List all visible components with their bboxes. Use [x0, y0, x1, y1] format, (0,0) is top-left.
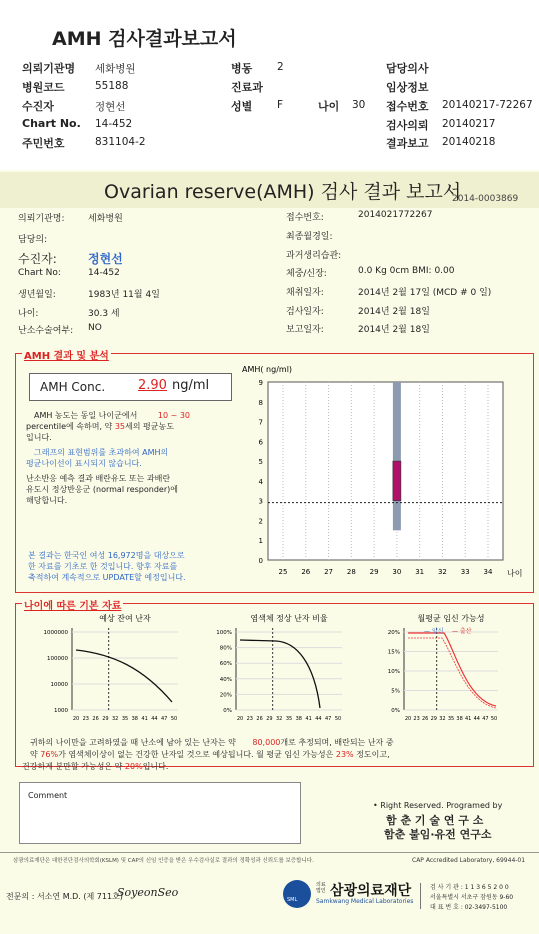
amh-range-bar	[393, 382, 401, 530]
mini-chart-title: 예상 잔여 난자	[99, 614, 151, 623]
mini-x-tick: 41	[465, 716, 472, 722]
amh-range-chart	[238, 360, 528, 585]
info-value: 0.0 Kg 0cm BMI: 0.00	[358, 266, 455, 276]
mini-y-tick: 100%	[216, 630, 232, 636]
amh-percentile-box	[393, 461, 401, 501]
amh-y-tick: 0	[258, 557, 263, 565]
mini-x-tick: 20	[236, 716, 244, 722]
info-label: 수진자:	[18, 252, 57, 266]
header-value: 831104-2	[95, 136, 146, 148]
amh-x-tick: 28	[346, 568, 356, 576]
basic-summary-line2: 약 76%가 염색체이상이 없는 건강한 난자일 것으로 예상됩니다. 월 평균 임신 가능성은 23% 정도이고,	[30, 750, 390, 759]
institution-address: 서울특별시 서초구 잠원동 9-60	[430, 894, 514, 901]
amh-ylabel: AMH( ng/ml)	[242, 365, 293, 374]
mini-x-tick: 41	[141, 716, 148, 722]
info-value: 30.3 세	[88, 309, 120, 319]
header-value: 30	[352, 99, 366, 111]
foundation-name: 삼광의료재단	[330, 883, 412, 899]
mini-x-tick: 47	[325, 716, 332, 722]
info-value: 2014021772267	[358, 210, 433, 220]
amh-conc-unit: ng/ml	[172, 378, 210, 393]
mini-y-tick: 0%	[391, 708, 400, 714]
mini-x-tick: 23	[246, 716, 253, 722]
mini-x-tick: 29	[102, 716, 109, 722]
header-value: 14-452	[95, 118, 133, 130]
summary-header	[0, 0, 539, 170]
amh-y-tick: 2	[258, 517, 263, 526]
header-value: 세화병원	[95, 63, 136, 75]
samkwang-logo-icon: SML	[283, 880, 311, 908]
amh-y-tick: 6	[258, 438, 263, 447]
amh-x-tick: 30	[392, 568, 402, 576]
header-value: 55188	[95, 80, 129, 92]
info-value: 1983년 11월 4일	[88, 290, 160, 300]
institution-phone: 대 표 번 호 : 02-3497-5100	[430, 904, 508, 911]
amh-para2-line3: 해당합니다.	[26, 496, 68, 505]
info-value: 14-452	[88, 268, 120, 278]
mini-x-tick: 29	[266, 716, 273, 722]
comment-box	[19, 782, 301, 844]
mini-x-tick: 44	[151, 716, 158, 722]
amh-y-tick: 5	[258, 458, 263, 467]
header-label: 병원코드	[22, 81, 65, 94]
basic-summary-line3: 건강하게 분만할 가능성은 약 20%입니다.	[22, 762, 169, 771]
info-label: 보고일자:	[286, 325, 324, 335]
org-name-2: 함춘 불임·유전 연구소	[384, 828, 492, 841]
info-value: 2014년 2월 18일	[358, 307, 430, 317]
rights-text: • Right Reserved. Programed by	[373, 801, 503, 810]
header-value: 20140217-72267	[442, 99, 533, 111]
mini-x-tick: 38	[295, 716, 302, 722]
mini-x-tick: 44	[315, 716, 322, 722]
mini-x-tick: 23	[413, 716, 420, 722]
info-label: 채취일자:	[286, 288, 324, 298]
amh-x-tick: 31	[415, 568, 425, 576]
header-value: 정현선	[95, 101, 126, 113]
info-label: 최종월경일:	[286, 232, 333, 242]
mini-x-tick: 41	[305, 716, 312, 722]
header-label: Chart No.	[22, 117, 81, 130]
mini-y-tick: 20%	[219, 692, 232, 699]
mini-y-tick: 10000	[50, 682, 68, 688]
certification-text: 삼광의료재단은 대한진단검사의학회(KSLM) 및 CAP의 신임 인증을 받은 우수검사실로 결과의 정확성과 신뢰도를 보증합니다.	[13, 858, 314, 864]
header-value: 20140218	[442, 136, 496, 148]
mini-chart-title: 월평균 임신 가능성	[417, 614, 485, 623]
amh-section-title: AMH 결과 및 분석	[22, 347, 111, 362]
amh-conc-value: 2.90	[138, 378, 167, 393]
mini-y-tick: 10%	[387, 669, 400, 675]
mini-x-tick: 47	[161, 716, 168, 722]
amh-note-line1: 본 결과는 한국인 여성 16,972명을 대상으로	[28, 551, 185, 560]
mini-x-tick: 47	[482, 716, 489, 722]
amh-para1-line1: AMH 농도는 동일 나이군에서 10 ~ 30	[34, 411, 191, 420]
amh-y-tick: 4	[258, 477, 263, 486]
footer-separator	[420, 883, 421, 909]
amh-plot-frame	[268, 382, 503, 560]
header-value: F	[277, 99, 284, 111]
header-value: 2	[277, 61, 284, 73]
info-value: 2014년 2월 17일 (MCD # 0 일)	[358, 288, 492, 298]
mini-x-tick: 35	[121, 716, 129, 722]
summary-title: AMH 검사결과보고서	[52, 28, 237, 50]
report-title: Ovarian reserve(AMH) 검사 결과 보고서	[104, 181, 462, 203]
mini-x-tick: 20	[404, 716, 412, 722]
header-label: 진료과	[231, 81, 263, 94]
mini-y-tick: 60%	[219, 661, 232, 668]
mini-x-tick: 26	[422, 716, 429, 722]
amh-x-tick: 33	[460, 568, 470, 576]
amh-xlabel: 나이	[507, 569, 523, 578]
report-title-bar	[0, 172, 539, 208]
normal-ratio-curve	[240, 640, 320, 708]
mini-x-tick: 38	[456, 716, 463, 722]
amh-note-line3: 축적하여 계속적으로 UPDATE할 예정입니다.	[28, 573, 186, 582]
mini-y-tick: 1000000	[43, 630, 68, 636]
mini-y-tick: 0%	[223, 708, 232, 714]
mini-x-tick: 26	[256, 716, 263, 722]
amh-x-tick: 26	[301, 568, 311, 576]
mini-x-tick: 50	[334, 716, 342, 722]
mini-x-tick: 32	[439, 716, 446, 722]
mini-x-tick: 50	[490, 716, 498, 722]
mini-x-tick: 20	[72, 716, 80, 722]
info-label: 접수번호:	[286, 213, 324, 223]
mini-x-tick: 32	[112, 716, 119, 722]
mini-x-tick: 44	[473, 716, 480, 722]
mini-y-tick: 40%	[219, 676, 232, 683]
mini-x-tick: 50	[170, 716, 178, 722]
mini-x-tick: 23	[82, 716, 89, 722]
info-label: 나이:	[18, 309, 39, 319]
info-label: 담당의:	[18, 235, 48, 245]
mini-y-tick: 1000	[54, 708, 68, 714]
header-label: 수진자	[22, 100, 54, 113]
legend-pregnancy: — 임신	[424, 628, 444, 635]
header-label: 접수번호	[386, 100, 429, 113]
foundation-type: 의료법인	[316, 882, 326, 894]
header-label: 병동	[231, 62, 253, 75]
org-name-1: 함 춘 기 술 연 구 소	[386, 814, 484, 827]
amh-blue-line1: 그래프의 표현범위를 초과하여 AMH의	[34, 448, 169, 457]
info-value: 2014년 2월 18일	[358, 325, 430, 335]
amh-para1-line3: 입니다.	[26, 433, 52, 442]
footer-divider	[0, 852, 539, 853]
header-label: 성별	[231, 100, 253, 113]
amh-conc-box	[29, 373, 232, 401]
header-label: 검사의뢰	[386, 119, 429, 132]
mini-y-tick: 20%	[387, 630, 400, 636]
amh-y-tick: 8	[258, 398, 263, 407]
cap-text: CAP Accredited Laboratory, 69944-01	[412, 857, 526, 864]
mini-y-tick: 5%	[391, 688, 400, 695]
header-label: 나이	[318, 100, 340, 113]
amh-para1-line2: percentile에 속하며, 약 35세의 평균농도	[26, 422, 174, 431]
doctor-name: 전문의 : 서소연 M.D. (제 711호)	[6, 892, 123, 901]
mini-y-tick: 15%	[387, 649, 400, 656]
info-label: 과거생리습관:	[286, 251, 342, 261]
header-label: 의뢰기관명	[22, 62, 76, 75]
info-label: 검사일자:	[286, 307, 324, 317]
info-value: 세화병원	[88, 214, 123, 224]
pregnancy-curve	[408, 633, 496, 706]
amh-conc-label: AMH Conc.	[40, 380, 106, 394]
header-value: 20140217	[442, 118, 496, 130]
mini-y-tick: 100000	[47, 656, 68, 662]
header-label: 결과보고	[386, 137, 429, 150]
amh-y-tick: 9	[258, 379, 263, 387]
amh-x-tick: 34	[483, 568, 493, 576]
mini-x-tick: 32	[276, 716, 283, 722]
amh-y-tick: 7	[258, 418, 263, 427]
amh-y-tick: 1	[258, 537, 263, 546]
header-label: 담당의사	[386, 62, 429, 75]
info-label: 난소수술여부:	[18, 326, 74, 336]
amh-y-tick: 3	[258, 497, 263, 506]
info-value: 정현선	[88, 252, 123, 266]
basic-section-title: 나이에 따른 기본 자료	[22, 597, 123, 612]
remaining-eggs-chart	[28, 612, 188, 727]
mini-y-tick: 80%	[219, 645, 232, 652]
amh-note-line2: 한 자료를 기초로 한 것입니다. 향후 자료를	[28, 562, 178, 571]
info-value: NO	[88, 323, 102, 333]
amh-blue-line2: 평균나이선이 표시되지 않습니다.	[26, 459, 142, 468]
amh-x-tick: 29	[369, 568, 379, 576]
amh-x-tick: 32	[437, 568, 447, 576]
comment-label: Comment	[28, 791, 68, 800]
institution-code: 검 사 기 관 : 1 1 3 6 5 2 0 0	[430, 884, 509, 891]
amh-x-tick: 25	[278, 568, 288, 576]
amh-para2-line2: 유도시 정상반응군 (normal responder)에	[26, 485, 178, 494]
info-label: 체중/신장:	[286, 269, 327, 279]
header-label: 임상정보	[386, 81, 429, 94]
header-label: 주민번호	[22, 137, 65, 150]
mini-x-tick: 38	[131, 716, 138, 722]
amh-x-tick: 27	[324, 568, 334, 576]
basic-summary-line1: 귀하의 나이만을 고려하였을 때 난소에 남아 있는 난자는 약 80,000개로 추정되며, 배란되는 난자 중	[30, 738, 394, 747]
mini-x-tick: 35	[285, 716, 293, 722]
amh-para2-line1: 난소반응 예측 결과 배란유도 또는 과배란	[26, 474, 171, 483]
normal-egg-ratio-chart	[192, 612, 357, 727]
mini-x-tick: 26	[92, 716, 99, 722]
mini-x-tick: 29	[430, 716, 437, 722]
info-label: 의뢰기관명:	[18, 214, 65, 224]
info-label: 생년월일:	[18, 290, 56, 300]
doctor-signature: SoyeonSeo	[117, 886, 179, 899]
document-number: 2014-0003869	[452, 194, 519, 204]
legend-birth: — 출산	[452, 628, 472, 635]
pregnancy-chance-chart	[360, 612, 530, 727]
mini-chart-title: 염색체 정상 난자 비율	[250, 614, 328, 623]
mini-x-tick: 35	[447, 716, 455, 722]
info-label: Chart No:	[18, 268, 61, 278]
foundation-english-name: Samkwang Medical Laboratories	[316, 898, 414, 905]
